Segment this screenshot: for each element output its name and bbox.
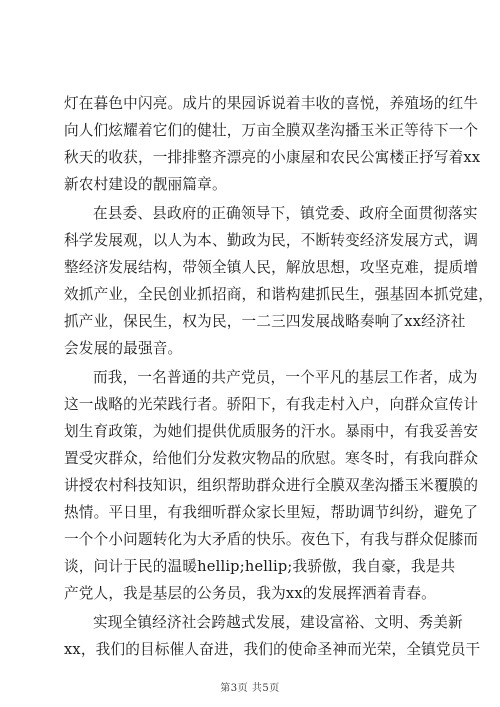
- document-body: [64, 90, 494, 663]
- text-line: 实现全镇经济社会跨越式发展，建设富裕、文明、秀美新: [93, 614, 463, 631]
- text-line: 科学发展观，以人为本、勤政为民，不断转变经济发展方式，调: [64, 232, 479, 249]
- paragraph: [64, 90, 481, 198]
- text-line: 谈，问计于民的温暖hellip;hellip;我骄傲，我自豪，我是共: [64, 558, 456, 575]
- text-line: 这一战略的光荣践行者。骄阳下，有我走村入户，向群众宣传计: [64, 396, 479, 413]
- text-line: 而我，一名普通的共产党员，一个平凡的基层工作者，成为: [93, 369, 478, 386]
- paragraph: [64, 364, 479, 607]
- text-line: 整经济发展结构，带领全镇人民，解放思想，攻坚克难，提质增: [64, 259, 479, 276]
- text-line: 在县委、县政府的正确领导下，镇党委、政府全面贯彻落实: [93, 205, 478, 222]
- text-line: 效抓产业，全民创业抓招商，和谐构建抓民生，强基固本抓党建，: [64, 286, 494, 303]
- text-line: 热情。平日里，有我细听群众家长里短，帮助调节纠纷，避免了: [64, 504, 479, 521]
- text-line: 一个个小问题转化为大矛盾的快乐。夜色下，有我与群众促膝而: [64, 531, 479, 548]
- page-number-footer: 第3页 共5页: [220, 683, 280, 694]
- text-line: 划生育政策，为她们提供优质服务的汗水。暴雨中，有我妥善安: [64, 423, 479, 440]
- text-line: xx，我们的目标催人奋进，我们的使命圣神而光荣，全镇党员干: [64, 641, 481, 658]
- text-line: 置受灾群众，给他们分发救灾物品的欣慰。寒冬时，有我向群众: [64, 450, 479, 467]
- text-line: 抓产业，保民生，权为民，一二三四发展战略奏响了xx经济社: [64, 313, 466, 330]
- paragraph: [64, 609, 481, 663]
- text-line: 新农村建设的靓丽篇章。: [64, 176, 227, 193]
- text-line: 讲授农村科技知识，组织帮助群众进行全膜双垄沟播玉米覆膜的: [64, 477, 479, 494]
- text-line: 会发展的最强音。: [64, 340, 183, 357]
- text-line: 秋天的收获，一排排整齐漂亮的小康屋和农民公寓楼正抒写着xx: [64, 149, 481, 166]
- text-line: 向人们炫耀着它们的健壮，万亩全膜双垄沟播玉米正等待下一个: [64, 122, 479, 139]
- text-line: 产党人，我是基层的公务员，我为xx的发展挥洒着青春。: [64, 585, 436, 602]
- paragraph: [64, 200, 494, 362]
- text-line: 灯在暮色中闪亮。成片的果园诉说着丰收的喜悦，养殖场的红牛: [64, 95, 479, 112]
